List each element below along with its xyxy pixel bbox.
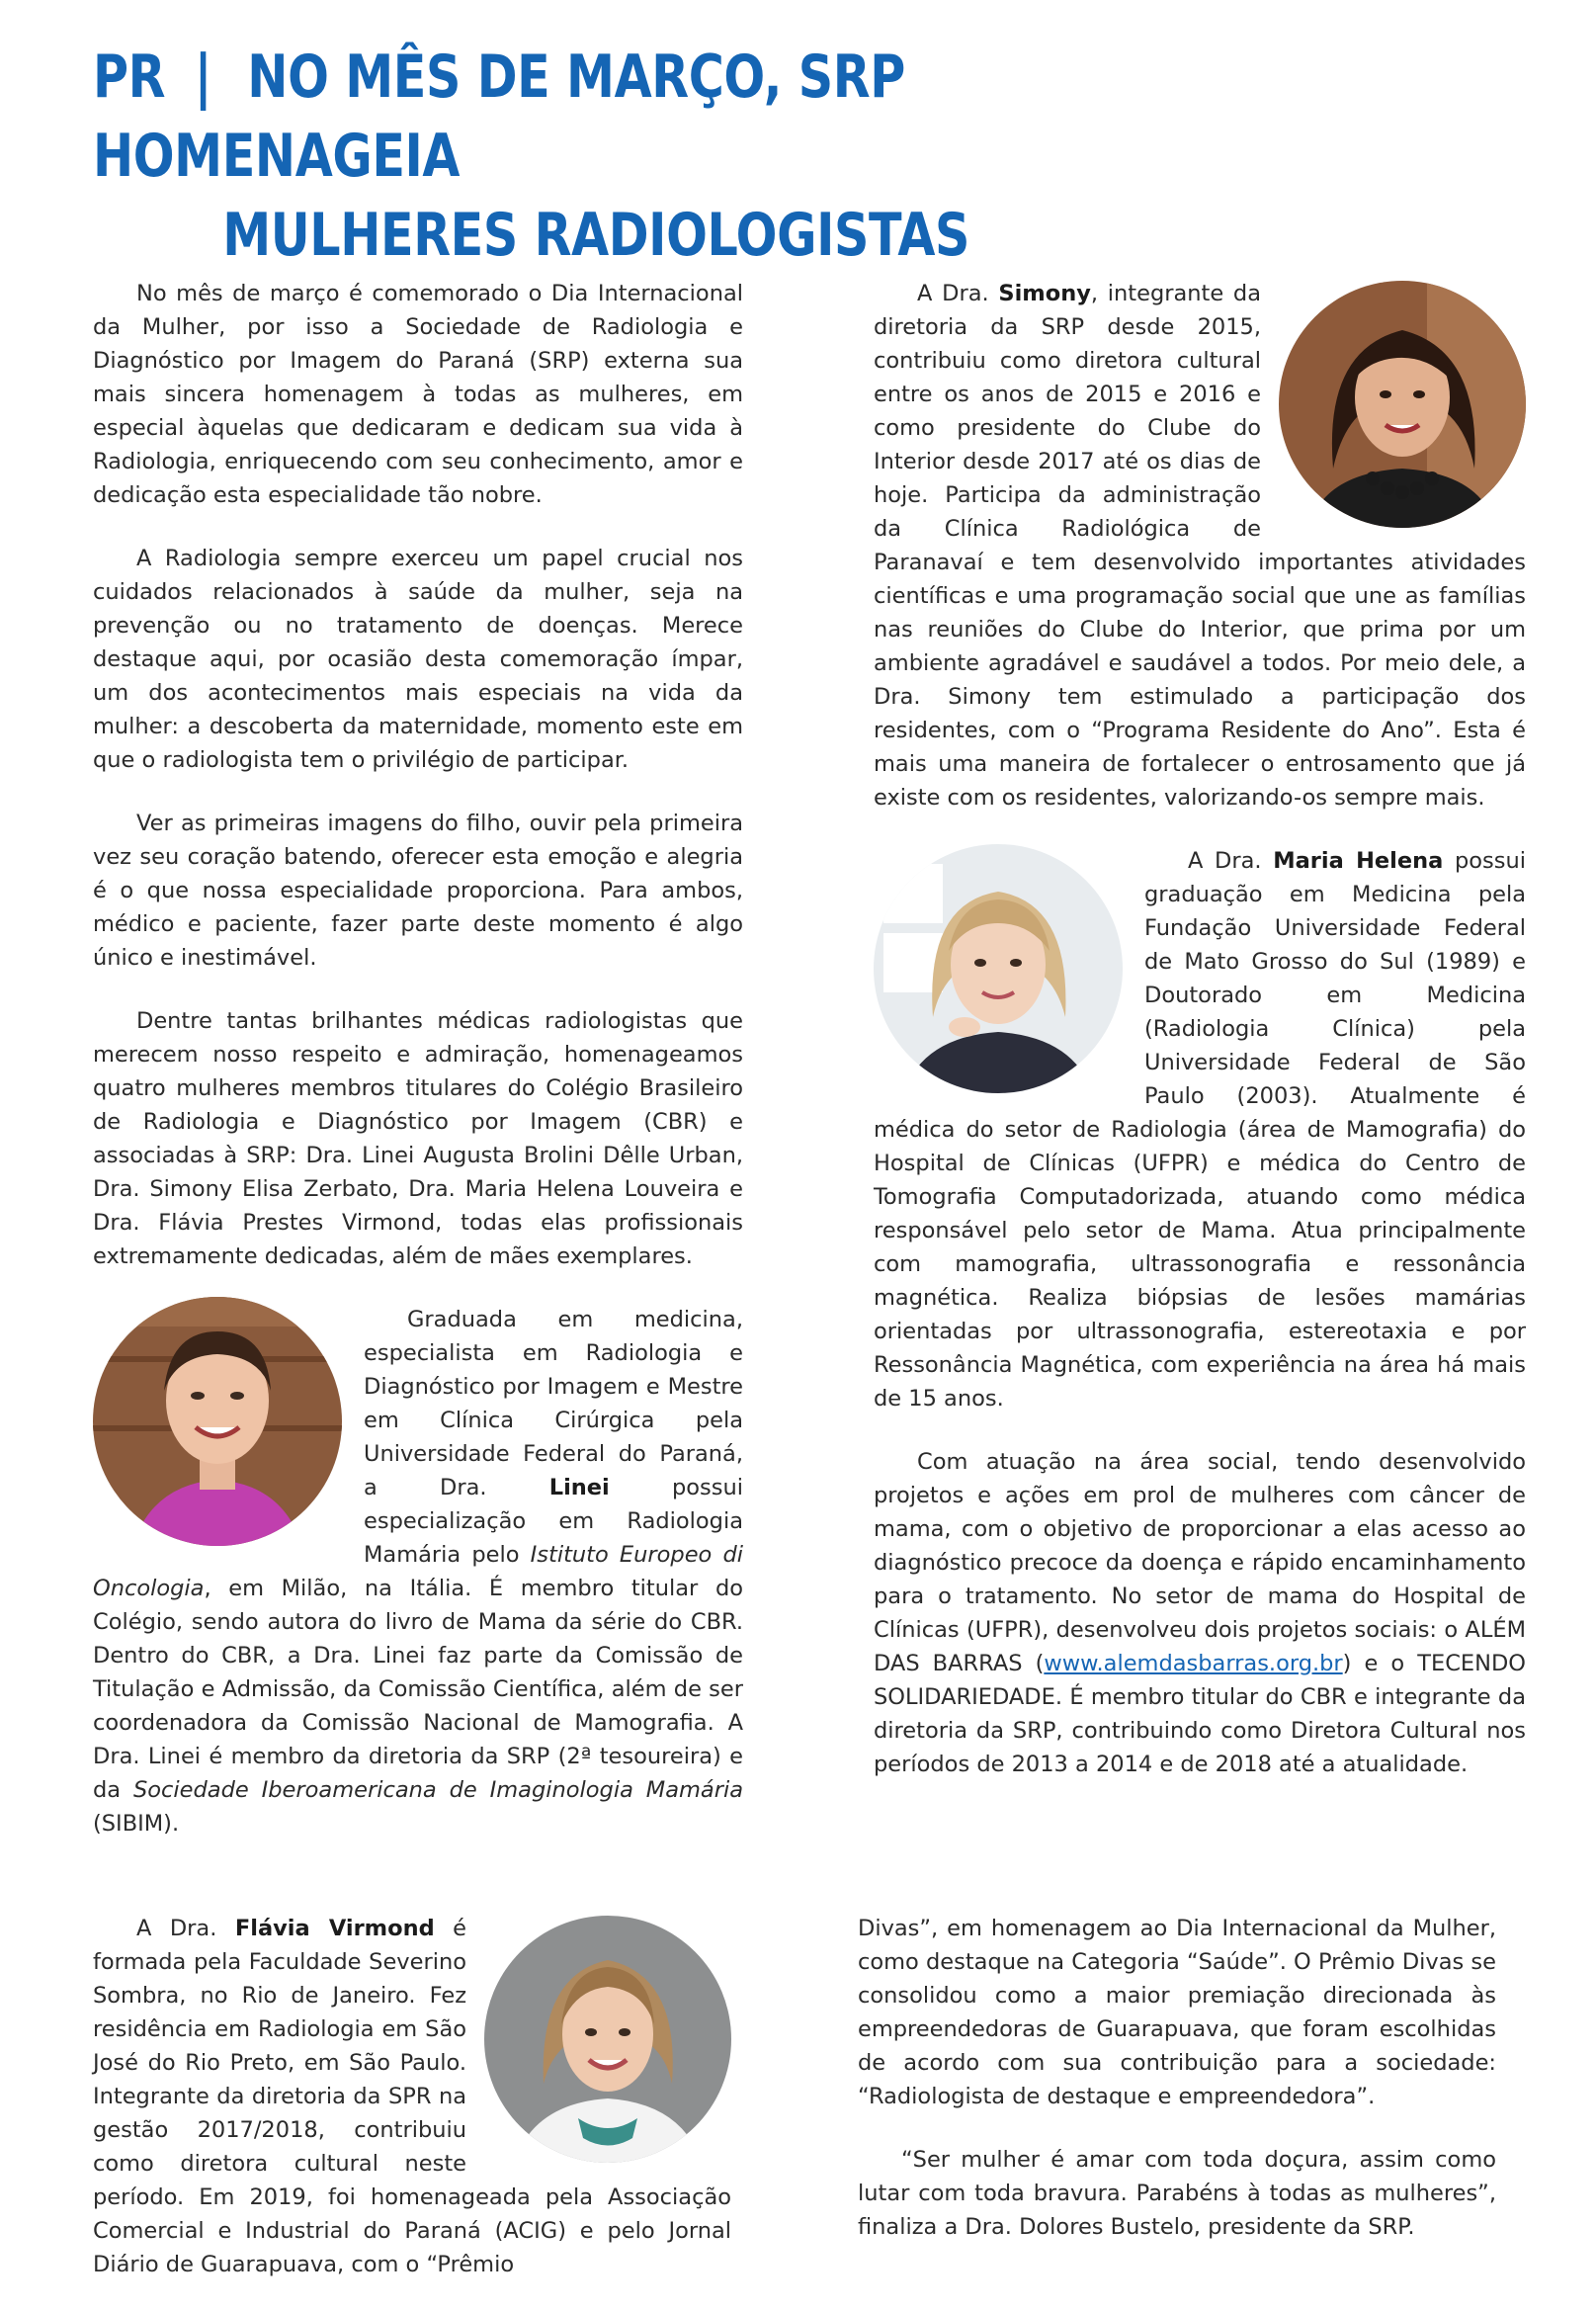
divas-paragraph: Divas”, em homenagem ao Dia Internacional da Mulher, como destaque na Categoria “Saúde”. O Prêmio Divas se consolidou como a maior premiação direcionada às empreendedoras de Guarapuava, que foram escolhidas de acordo com sua contribuição para a sociedade: “Radiologista de destaque e empreendedora”. bbox=[858, 1916, 1496, 2109]
right-column bbox=[874, 277, 1526, 1811]
linei-paragraph bbox=[93, 1303, 743, 1840]
right-bottom-column bbox=[858, 1912, 1496, 2273]
title-separator: | bbox=[194, 43, 212, 112]
page-title bbox=[93, 38, 1268, 275]
alemdasbarras-link[interactable]: www.alemdasbarras.org.br bbox=[1044, 1651, 1343, 1676]
linei-name: Linei bbox=[548, 1475, 610, 1500]
maria-name: Maria Helena bbox=[1273, 848, 1444, 874]
title-line-1: NO MÊS DE MARÇO, SRP HOMENAGEIA bbox=[93, 43, 905, 191]
linei-photo bbox=[93, 1297, 342, 1546]
social-text-a: Com atuação na área social, tendo desenvolvido projetos e ações em prol de mulheres com câncer de mama, com o objetivo de proporcionar a elas acesso ao diagnóstico precoce da doença e rápido encaminhamento para o tratamento. No setor de mama do Hospital de Clínicas (UFPR), desenvolveu dois projetos sociais: o ALÉM DAS BARRAS ( bbox=[874, 1449, 1526, 1676]
flavia-text-a: A Dra. bbox=[136, 1916, 235, 1941]
social-paragraph bbox=[874, 1445, 1526, 1781]
left-bottom-column bbox=[93, 1912, 731, 2311]
left-column bbox=[93, 277, 743, 1870]
maria-paragraph bbox=[874, 844, 1526, 1415]
title-prefix: PR bbox=[93, 43, 166, 112]
linei-text-c: , em Milão, na Itália. É membro titular do Colégio, sendo autora do livro de Mama da série do CBR. Dentro do CBR, a Dra. Linei faz parte da Comissão de Titulação e Admissão, da Comissão Científica, além de ser coordenadora da Comissão Nacional de Mamografia. A Dra. Linei é membro da diretoria da SRP (2ª tesoureira) e da bbox=[93, 1576, 743, 1803]
linei-text-a: Graduada em medicina, especialista em Radiologia e Diagnóstico por Imagem e Mestre em Clínica Cirúrgica pela Universidade Federal do Paraná, a Dra. bbox=[364, 1307, 743, 1500]
flavia-paragraph bbox=[93, 1912, 731, 2281]
maria-photo bbox=[874, 844, 1123, 1093]
honorees-paragraph: Dentre tantas brilhantes médicas radiologistas que merecem nosso respeito e admiração, homenageamos quatro mulheres membros titulares do Colégio Brasileiro de Radiologia e Diagnóstico por Imagem (CBR) e associadas à SRP: Dra. Linei Augusta Brolini Dêlle Urban, Dra. Simony Elisa Zerbato, Dra. Maria Helena Louveira e Dra. Flávia Prestes Virmond, todas elas profissionais extremamente dedicadas, além de mães exemplares. bbox=[93, 1008, 743, 1269]
flavia-name: Flávia Virmond bbox=[234, 1916, 435, 1941]
images-paragraph: Ver as primeiras imagens do filho, ouvir pela primeira vez seu coração batendo, oferecer esta emoção e alegria é o que nossa especialidade proporciona. Para ambos, médico e paciente, fazer parte deste momento é algo único e inestimável. bbox=[93, 811, 743, 971]
flavia-text-b: é formada pela Faculdade Severino Sombra, no Rio de Janeiro. Fez residência em Radiologia em São José do Rio Preto, em São Paulo. Integrante da diretoria da SPR na gestão 2017/2018, contribuiu como diretora cultural neste período. Em 2019, foi homenageada pela Associação Comercial e Industrial do Paraná (ACIG) e pelo Jornal Diário de Guarapuava, com o “Prêmio bbox=[93, 1916, 731, 2277]
closing-quote: “Ser mulher é amar com toda doçura, assim como lutar com toda bravura. Parabéns à todas as mulheres”, finaliza a Dra. Dolores Bustelo, presidente da SRP. bbox=[858, 2147, 1496, 2240]
linei-society: Sociedade Iberoamericana de Imaginologia Mamária bbox=[133, 1777, 743, 1803]
social-text-b: ) e o TECENDO SOLIDARIEDADE. É membro titular do CBR e integrante da diretoria da SRP, contribuindo como Diretora Cultural nos períodos de 2013 a 2014 e de 2018 até a atualidade. bbox=[874, 1651, 1526, 1777]
linei-institution: Istituto Europeo di Oncologia bbox=[93, 1542, 743, 1601]
simony-text-a: A Dra. bbox=[917, 281, 999, 306]
linei-text-b: possui especialização em Radiologia Mamária pelo bbox=[364, 1475, 743, 1568]
intro-paragraph: No mês de março é comemorado o Dia Internacional da Mulher, por isso a Sociedade de Radiologia e Diagnóstico por Imagem do Paraná (SRP) externa sua mais sincera homenagem à todas as mulheres, em especial àquelas que dedicaram e dedicam sua vida à Radiologia, enriquecendo com seu conhecimento, amor e dedicação esta especialidade tão nobre. bbox=[93, 281, 743, 508]
simony-paragraph bbox=[874, 277, 1526, 814]
maria-text-b: possui graduação em Medicina pela Fundação Universidade Federal de Mato Grosso do Sul (1989) e Doutorado em Medicina (Radiologia Clínica) pela Universidade Federal de São Paulo (2003). Atualmente é médica do setor de Radiologia (área de Mamografia) do Hospital de Clínicas (UFPR) e médica do Centro de Tomografia Computadorizada, atuando como médica responsável pelo setor de Mama. Atua principalmente com mamografia, ultrassonografia e ressonância magnética. Realiza biópsias de lesões mamárias orientadas por ultrassonografia, estereotaxia e por Ressonância Magnética, com experiência na área há mais de 15 anos. bbox=[874, 848, 1526, 1412]
radiology-paragraph: A Radiologia sempre exerceu um papel crucial nos cuidados relacionados à saúde da mulher, seja na prevenção ou no tratamento de doenças. Merece destaque aqui, por ocasião desta comemoração ímpar, um dos acontecimentos mais especiais na vida da mulher: a descoberta da maternidade, momento este em que o radiologista tem o privilégio de participar. bbox=[93, 546, 743, 773]
simony-text-b: , integrante da diretoria da SRP desde 2015, contribuiu como diretora cultural entre os anos de 2015 e 2016 e como presidente do Clube do Interior desde 2017 até os dias de hoje. Participa da administração da Clínica Radiológica de Paranavaí e tem desenvolvido importantes atividades científicas e uma programação social que une as famílias nas reuniões do Clube do Interior, que prima por um ambiente agradável e saudável a todos. Por meio dele, a Dra. Simony tem estimulado a participação dos residentes, com o “Programa Residente do Ano”. Esta é mais uma maneira de fortalecer o entrosamento que já existe com os residentes, valorizando-os sempre mais. bbox=[874, 281, 1526, 811]
simony-name: Simony bbox=[998, 281, 1091, 306]
flavia-photo bbox=[484, 1916, 731, 2163]
linei-text-d: (SIBIM). bbox=[93, 1811, 180, 1837]
maria-text-a: A Dra. bbox=[1188, 848, 1274, 874]
title-line-2: MULHERES RADIOLOGISTAS bbox=[222, 201, 970, 270]
simony-photo bbox=[1279, 281, 1526, 528]
